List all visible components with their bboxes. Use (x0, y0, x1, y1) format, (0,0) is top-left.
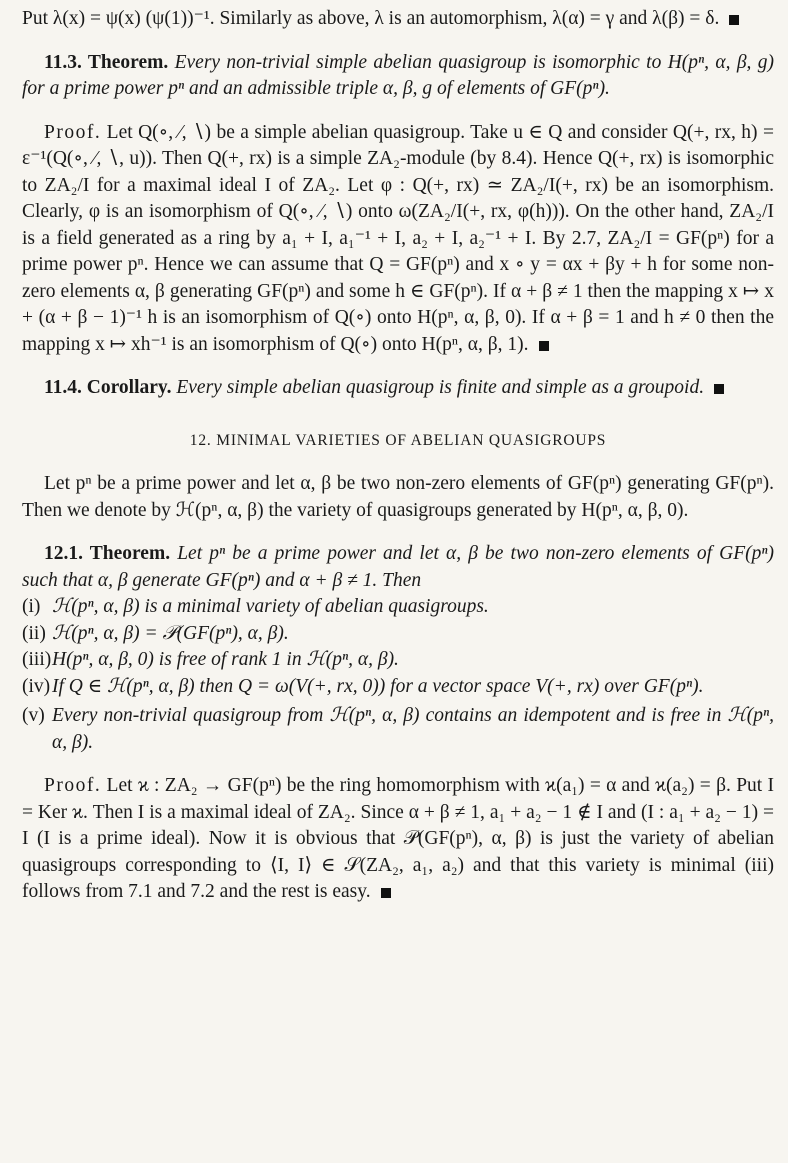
theorem-12-1 (22, 541, 774, 594)
theorem-12-1-title: 12.1. Theorem. (44, 543, 171, 564)
qed-square-icon (381, 888, 391, 898)
list-item: (iv) If Q ∈ ℋ(pⁿ, α, β) then Q = ω(V(+, rx, 0)) for a vector space V(+, rx) over GF(pⁿ). (22, 675, 704, 697)
theorem-12-1-body: Let pⁿ be a prime power and let α, β be two non-zero elements of GF(pⁿ) such that α, β generate GF(pⁿ) and α + β ≠ 1. Then (22, 543, 775, 591)
theorem-11-3-title: 11.3. Theorem. (44, 51, 169, 73)
section-12-heading: 12. MINIMAL VARIETIES OF ABELIAN QUASIGROUPS (189, 431, 607, 449)
theorem-12-1-items (22, 594, 774, 756)
theorem-11-3 (22, 50, 774, 103)
intro-text: Put λ(x) = ψ(x) (ψ(1))⁻¹. Similarly as above, λ is an automorphism, λ(α) = γ and λ(β) = δ. (22, 8, 720, 29)
list-item: (iii) H(pⁿ, α, β, 0) is free of rank 1 in ℋ(pⁿ, α, β). (22, 649, 399, 670)
list-item: (i) ℋ(pⁿ, α, β) is a minimal variety of abelian quasigroups. (22, 596, 489, 617)
list-item: (v) Every non-trivial quasigroup from ℋ(pⁿ, α, β) contains an idempotent and is free in ℋ(pⁿ, α, β). (22, 705, 774, 753)
proof-label: Proof. (44, 121, 102, 143)
qed-square-icon (714, 384, 724, 394)
proof-11-3 (22, 120, 774, 359)
proof-11-3-body: Let Q(∘, ⁄, ∖) be a simple abelian quasigroup. Take u ∈ Q and consider Q(+, rx, h) = ε⁻¹(Q(∘, ⁄, ∖, u)). Then Q(+, rx) is a simple ZA₂-module (by 8.4). Hence Q(+, rx) is isomorphic to ZA₂/I for a maximal ideal I of ZA₂. Let φ : Q(+, rx) ≃ ZA₂/I(+, rx) be an isomorphism. Clearly, φ is an isomorphism of Q(∘, ⁄, ∖) onto ω(ZA₂/I(+, rx, φ(h))). On the other hand, ZA₂/I is a field generated as a ring by a₁ + I, a₁⁻¹ + I, a₂ + I, a₂⁻¹ + I. By 2.7, ZA₂/I = GF(pⁿ) for a prime power pⁿ. Hence we can assume that Q = GF(pⁿ) and x ∘ y = αx + βy + h for some non-zero elements α, β generating GF(pⁿ) and some h ∈ GF(pⁿ). If α + β ≠ 1 then the mapping x ↦ x + (α + β − 1)⁻¹ h is an isomorphism of Q(∘) onto H(pⁿ, α, β, 0). If α + β = 1 and h ≠ 0 then the mapping x ↦ xh⁻¹ is an isomorphism of Q(∘) onto H(pⁿ, α, β, 1). (22, 121, 774, 355)
qed-square-icon (539, 341, 549, 351)
corollary-11-4-title: 11.4. Corollary. (44, 377, 172, 398)
section-12-intro: Let pⁿ be a prime power and let α, β be two non-zero elements of GF(pⁿ) generating GF(pⁿ). Then we denote by ℋ(pⁿ, α, β) the variety of quasigroups generated by H(pⁿ, α, β, 0). (22, 473, 774, 521)
proof-12-1-body: Let ϰ : ZA₂ → GF(pⁿ) be the ring homomorphism with ϰ(a₁) = α and ϰ(a₂) = β. Put I = Ker ϰ. Then I is a maximal ideal of ZA₂. Since α + β ≠ 1, a₁ + a₂ − 1 ∉ I and (I : a₁ + a₂ − 1) = I (I is a prime ideal). Now it is obvious that 𝒫(GF(pⁿ), α, β) is just the variety of abelian quasigroups corresponding to ⟨I, I⟩ ∈ 𝒮(ZA₂, a₁, a₂) and that this variety is minimal (iii) follows from 7.1 and 7.2 and the rest is easy. (22, 775, 775, 902)
list-item: (ii) ℋ(pⁿ, α, β) = 𝒫(GF(pⁿ), α, β). (22, 622, 289, 644)
intro-paragraph (22, 6, 774, 33)
qed-square-icon (729, 15, 739, 25)
proof-label: Proof. (44, 775, 102, 796)
proof-12-1 (22, 773, 774, 906)
corollary-11-4 (22, 375, 774, 402)
corollary-11-4-body: Every simple abelian quasigroup is finite and simple as a groupoid. (176, 377, 705, 398)
theorem-11-3-body: Every non-trivial simple abelian quasigroup is isomorphic to H(pⁿ, α, β, g) for a prime power pⁿ and an admissible triple α, β, g of elements of GF(pⁿ). (22, 51, 775, 99)
